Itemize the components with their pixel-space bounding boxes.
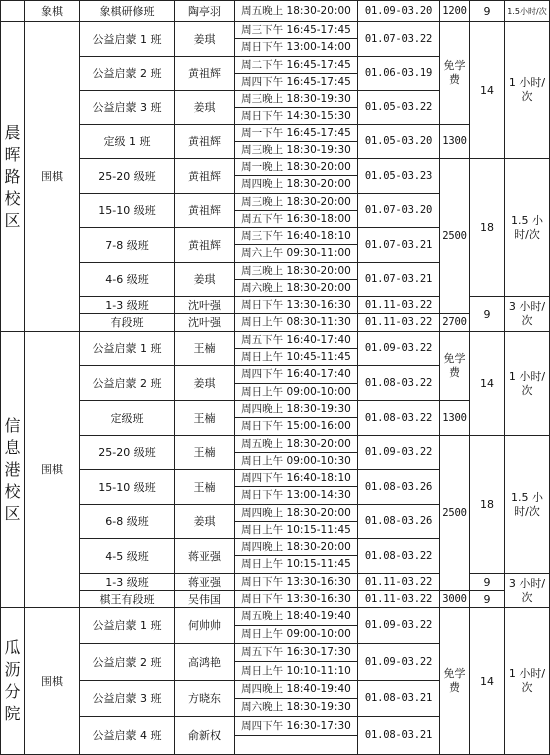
time-slot: 周日上午 10:15-11:45 — [241, 558, 351, 570]
date-cell — [358, 401, 440, 436]
date-range: 01.07-03.20 — [364, 204, 433, 216]
time-slot: 周日下午 13:00-14:30 — [241, 489, 351, 501]
duration-cell — [505, 436, 550, 574]
duration-value: 1 小时/次 — [508, 76, 546, 103]
date-range: 01.08-03.22 — [364, 376, 433, 389]
time-slot: 周日上午 09:00-10:00 — [241, 385, 351, 398]
duration-value: 3 小时/次 — [508, 300, 546, 327]
count-cell — [470, 159, 505, 297]
time-cell — [235, 644, 358, 662]
time-cell — [235, 228, 358, 245]
teacher-name: 姜琪 — [193, 101, 216, 114]
time-cell — [235, 436, 358, 453]
count-cell — [470, 574, 505, 591]
teacher-cell — [175, 332, 235, 366]
time-cell — [235, 662, 358, 681]
teacher-cell — [175, 681, 235, 717]
date-cell — [358, 644, 440, 681]
duration-cell — [505, 332, 550, 436]
date-cell — [358, 717, 440, 755]
fee-cell — [440, 436, 470, 591]
class-cell — [80, 539, 175, 574]
time-cell — [235, 681, 358, 699]
date-range: 01.11-03.22 — [364, 592, 433, 605]
class-name: 定级班 — [110, 411, 144, 425]
time-cell — [235, 608, 358, 626]
fee-cell — [440, 159, 470, 314]
fee-value: 免学费 — [443, 59, 466, 86]
date-cell — [358, 314, 440, 332]
count-value: 9 — [483, 4, 491, 18]
count-cell — [470, 591, 505, 608]
class-name: 1-3 级班 — [105, 575, 149, 589]
count-cell — [470, 297, 505, 332]
class-name: 7-8 级班 — [105, 238, 149, 252]
time-cell — [235, 57, 358, 74]
teacher-cell — [175, 0, 235, 22]
count-cell — [470, 0, 505, 22]
time-cell — [235, 297, 358, 314]
time-cell — [235, 211, 358, 228]
campus-cell — [0, 22, 25, 332]
count-value: 18 — [480, 221, 494, 234]
count-value: 14 — [480, 83, 494, 97]
time-slot: 周日下午 13:30-16:30 — [241, 575, 351, 588]
date-cell — [358, 332, 440, 366]
time-cell — [235, 505, 358, 522]
fee-cell — [440, 314, 470, 332]
time-cell — [235, 487, 358, 505]
class-cell — [80, 591, 175, 608]
class-cell — [80, 717, 175, 755]
campus-cell — [0, 608, 25, 755]
teacher-name: 姜琪 — [193, 515, 216, 528]
time-cell — [235, 314, 358, 332]
time-cell — [235, 263, 358, 280]
time-slot: 周六上午 09:30-11:00 — [241, 247, 351, 259]
time-cell — [235, 245, 358, 263]
time-slot: 周四晚上 18:30-19:30 — [241, 402, 351, 415]
fee-value: 1300 — [442, 135, 467, 147]
date-range: 01.09-03.22 — [364, 446, 433, 458]
class-cell — [80, 159, 175, 194]
teacher-cell — [175, 644, 235, 681]
date-range: 01.06-03.19 — [364, 67, 433, 79]
class-name: 公益启蒙 1 班 — [92, 342, 162, 355]
teacher-cell — [175, 436, 235, 470]
time-slot: 周五下午 16:30-18:00 — [241, 212, 351, 225]
class-cell — [80, 263, 175, 297]
teacher-cell — [175, 228, 235, 263]
count-value: 14 — [480, 674, 494, 688]
teacher-cell — [175, 717, 235, 755]
teacher-name: 方晓东 — [188, 692, 221, 705]
class-cell — [80, 608, 175, 644]
time-cell — [235, 74, 358, 91]
time-slot: 周日上午 10:10-11:10 — [241, 664, 351, 677]
fee-cell — [440, 22, 470, 125]
class-name: 25-20 级班 — [98, 169, 156, 183]
fee-cell — [440, 332, 470, 401]
time-slot: 周六晚上 18:30-20:00 — [241, 281, 351, 294]
date-range: 01.11-03.22 — [364, 298, 433, 311]
count-cell — [470, 332, 505, 436]
time-slot: 周一下午 16:45-17:45 — [241, 126, 351, 139]
teacher-name: 姜琪 — [193, 273, 216, 286]
time-cell — [235, 349, 358, 366]
duration-value: 1.5小时/次 — [507, 6, 547, 16]
date-cell — [358, 194, 440, 228]
fee-cell — [440, 401, 470, 436]
class-cell — [80, 0, 175, 22]
time-slot: 周四晚上 18:30-20:00 — [241, 540, 351, 553]
teacher-name: 王楠 — [193, 411, 216, 425]
class-name: 4-6 级班 — [105, 273, 149, 286]
teacher-name: 蒋亚强 — [188, 575, 221, 589]
duration-cell — [505, 0, 550, 22]
class-cell — [80, 91, 175, 125]
subject-name: 围棋 — [41, 463, 63, 476]
teacher-cell — [175, 91, 235, 125]
date-range: 01.09-03.22 — [364, 655, 433, 668]
time-slot: 周三晚上 18:30-20:00 — [241, 195, 351, 208]
date-range: 01.07-03.21 — [364, 273, 433, 285]
time-cell — [235, 539, 358, 556]
time-slot: 周四下午 16:40-17:40 — [241, 368, 351, 380]
time-cell — [235, 22, 358, 39]
class-cell — [80, 401, 175, 436]
time-cell — [235, 176, 358, 194]
duration-cell — [505, 608, 550, 755]
time-slot: 周日上午 10:15-11:45 — [241, 523, 351, 536]
time-slot: 周四晚上 18:30-20:00 — [241, 178, 351, 190]
class-name: 15-10 级班 — [98, 480, 156, 494]
fee-value: 免学费 — [443, 667, 466, 694]
class-name: 定级 1 班 — [103, 135, 151, 148]
time-slot: 周三下午 16:45-17:45 — [241, 23, 351, 36]
time-slot: 周五晚上 18:40-19:40 — [241, 610, 351, 622]
time-cell — [235, 366, 358, 384]
class-cell — [80, 505, 175, 539]
fee-cell — [440, 125, 470, 159]
campus-cell — [0, 332, 25, 608]
time-slot: 周三晚上 18:30-19:30 — [241, 92, 351, 105]
date-cell — [358, 228, 440, 263]
count-cell — [470, 436, 505, 574]
date-cell — [358, 57, 440, 91]
subject-name: 象棋 — [41, 4, 63, 18]
date-cell — [358, 159, 440, 194]
date-cell — [358, 0, 440, 22]
date-cell — [358, 470, 440, 505]
date-range: 01.08-03.26 — [364, 480, 433, 493]
time-cell — [235, 736, 358, 755]
class-cell — [80, 194, 175, 228]
teacher-name: 吴伟国 — [188, 592, 221, 606]
date-cell — [358, 681, 440, 717]
class-name: 15-10 级班 — [98, 204, 156, 217]
campus-name: 瓜沥分院 — [4, 638, 21, 723]
teacher-cell — [175, 263, 235, 297]
time-cell — [235, 470, 358, 487]
class-cell — [80, 314, 175, 332]
class-name: 公益启蒙 2 班 — [92, 376, 162, 390]
class-name: 公益启蒙 3 班 — [92, 101, 162, 114]
time-slot: 周三晚上 18:30-20:00 — [241, 264, 351, 277]
class-name: 25-20 级班 — [98, 446, 156, 459]
teacher-cell — [175, 608, 235, 644]
teacher-name: 黄祖辉 — [188, 238, 221, 252]
fee-cell — [440, 591, 470, 608]
teacher-name: 黄祖辉 — [188, 135, 221, 148]
campus-name: 信息港校区 — [4, 415, 21, 523]
teacher-name: 王楠 — [193, 446, 216, 459]
time-slot: 周日下午 13:30-16:30 — [241, 592, 351, 605]
time-slot: 周三晚上 18:30-19:30 — [241, 143, 351, 156]
date-range: 01.07-03.21 — [364, 238, 433, 251]
fee-value: 2500 — [442, 229, 467, 242]
time-slot: 周五下午 16:30-17:30 — [241, 646, 351, 658]
date-cell — [358, 505, 440, 539]
time-cell — [235, 699, 358, 717]
class-cell — [80, 332, 175, 366]
date-range: 01.05-03.20 — [364, 135, 433, 147]
teacher-name: 王楠 — [193, 342, 216, 355]
time-cell — [235, 332, 358, 349]
time-slot: 周四下午 16:45-17:45 — [241, 75, 351, 88]
teacher-cell — [175, 297, 235, 314]
time-slot: 周二下午 16:45-17:45 — [241, 58, 351, 71]
time-slot: 周五晚上 18:30-20:00 — [241, 4, 351, 17]
date-range: 01.07-03.22 — [364, 32, 433, 45]
teacher-cell — [175, 470, 235, 505]
date-range: 01.08-03.22 — [364, 411, 433, 424]
subject-cell — [25, 332, 80, 608]
fee-value: 2700 — [442, 316, 467, 328]
teacher-cell — [175, 401, 235, 436]
teacher-cell — [175, 159, 235, 194]
subject-cell — [25, 0, 80, 22]
time-cell — [235, 717, 358, 736]
campus-cell — [0, 0, 25, 22]
class-name: 公益启蒙 3 班 — [92, 692, 162, 705]
teacher-name: 黄祖辉 — [188, 204, 221, 217]
fee-cell — [440, 0, 470, 22]
class-cell — [80, 125, 175, 159]
time-cell — [235, 159, 358, 176]
teacher-cell — [175, 57, 235, 91]
subject-name: 围棋 — [41, 674, 63, 688]
class-name: 棋王有段班 — [99, 592, 155, 606]
teacher-name: 陶亭羽 — [188, 4, 221, 18]
time-slot: 周日下午 15:00-16:00 — [241, 420, 351, 432]
count-value: 18 — [480, 498, 494, 511]
time-slot: 周四下午 16:30-17:30 — [241, 719, 351, 732]
date-cell — [358, 125, 440, 159]
class-name: 有段班 — [110, 316, 144, 329]
class-cell — [80, 366, 175, 401]
duration-value: 1.5 小时/次 — [511, 490, 543, 518]
teacher-cell — [175, 22, 235, 57]
time-cell — [235, 591, 358, 608]
teacher-name: 蒋亚强 — [188, 549, 221, 563]
teacher-name: 沈叶强 — [188, 298, 221, 312]
time-slot: 周五晚上 18:30-20:00 — [241, 437, 351, 450]
teacher-name: 姜琪 — [193, 376, 216, 390]
fee-value: 3000 — [442, 592, 467, 605]
teacher-cell — [175, 366, 235, 401]
time-slot: 周日下午 13:30-16:30 — [241, 298, 351, 311]
date-cell — [358, 574, 440, 591]
fee-cell — [440, 608, 470, 755]
class-name: 1-3 级班 — [105, 298, 149, 312]
class-name: 象棋研修班 — [99, 4, 155, 18]
campus-name: 晨晖路校区 — [4, 122, 21, 230]
time-cell — [235, 453, 358, 470]
time-slot: 周三下午 16:40-18:10 — [241, 229, 351, 242]
count-value: 9 — [483, 307, 491, 321]
time-slot: 周日上午 09:00-10:30 — [241, 454, 351, 467]
teacher-cell — [175, 539, 235, 574]
duration-cell — [505, 159, 550, 297]
duration-value: 1.5 小时/次 — [511, 213, 543, 241]
teacher-name: 高鸿艳 — [188, 655, 221, 669]
time-cell — [235, 0, 358, 22]
class-cell — [80, 574, 175, 591]
time-cell — [235, 108, 358, 125]
time-slot: 周四晚上 18:30-20:00 — [241, 506, 351, 519]
date-cell — [358, 297, 440, 314]
class-name: 公益启蒙 1 班 — [92, 619, 162, 632]
time-slot: 周六晚上 18:30-19:30 — [241, 701, 351, 713]
date-range: 01.09-03.22 — [364, 619, 433, 631]
date-range: 01.11-03.22 — [364, 575, 433, 588]
teacher-cell — [175, 505, 235, 539]
count-value: 9 — [483, 592, 491, 606]
date-range: 01.08-03.22 — [364, 549, 433, 562]
teacher-cell — [175, 574, 235, 591]
time-cell — [235, 91, 358, 108]
time-cell — [235, 125, 358, 142]
date-range: 01.08-03.26 — [364, 515, 433, 527]
fee-value: 2500 — [442, 506, 467, 519]
teacher-name: 姜琪 — [193, 32, 216, 46]
date-range: 01.08-03.21 — [364, 692, 433, 704]
count-value: 9 — [483, 575, 491, 589]
date-range: 01.09-03.20 — [364, 4, 433, 17]
class-cell — [80, 644, 175, 681]
date-range: 01.05-03.22 — [364, 101, 433, 113]
class-name: 公益启蒙 4 班 — [92, 729, 162, 742]
date-cell — [358, 366, 440, 401]
class-cell — [80, 22, 175, 57]
time-slot: 周日上午 09:00-10:00 — [241, 628, 351, 640]
time-cell — [235, 418, 358, 436]
class-cell — [80, 470, 175, 505]
date-cell — [358, 22, 440, 57]
teacher-cell — [175, 125, 235, 159]
teacher-cell — [175, 314, 235, 332]
class-name: 6-8 级班 — [105, 515, 149, 528]
time-cell — [235, 401, 358, 418]
time-slot: 周四下午 16:40-18:10 — [241, 471, 351, 484]
count-cell — [470, 22, 505, 159]
fee-value: 1200 — [442, 4, 467, 17]
time-cell — [235, 626, 358, 644]
date-cell — [358, 91, 440, 125]
time-cell — [235, 280, 358, 297]
teacher-name: 俞新权 — [188, 729, 221, 742]
teacher-name: 沈叶强 — [188, 316, 221, 329]
time-slot: 周日上午 08:30-11:30 — [241, 316, 351, 328]
subject-name: 围棋 — [41, 170, 63, 183]
class-name: 公益启蒙 2 班 — [92, 67, 162, 80]
count-cell — [470, 608, 505, 755]
teacher-cell — [175, 591, 235, 608]
time-slot: 周日上午 10:45-11:45 — [241, 350, 351, 363]
date-cell — [358, 591, 440, 608]
class-cell — [80, 681, 175, 717]
duration-value: 1 小时/次 — [508, 369, 546, 397]
date-range: 01.08-03.21 — [364, 729, 433, 741]
date-range: 01.09-03.22 — [364, 342, 433, 354]
time-cell — [235, 39, 358, 57]
time-cell — [235, 142, 358, 159]
class-cell — [80, 297, 175, 314]
date-range: 01.11-03.22 — [364, 316, 433, 328]
teacher-name: 黄祖辉 — [188, 169, 221, 183]
class-cell — [80, 436, 175, 470]
teacher-name: 王楠 — [193, 480, 216, 494]
count-value: 14 — [480, 377, 494, 390]
time-slot: 周四晚上 18:40-19:40 — [241, 683, 351, 695]
teacher-name: 何帅帅 — [188, 619, 221, 632]
time-slot: 周一晚上 18:30-20:00 — [241, 160, 351, 173]
duration-value: 3 小时/次 — [508, 576, 546, 604]
time-cell — [235, 384, 358, 401]
teacher-cell — [175, 194, 235, 228]
duration-cell — [505, 297, 550, 332]
duration-cell — [505, 22, 550, 159]
fee-value: 1300 — [442, 411, 467, 424]
time-cell — [235, 194, 358, 211]
class-cell — [80, 228, 175, 263]
class-cell — [80, 57, 175, 91]
time-slot: 周五下午 16:40-17:40 — [241, 333, 351, 346]
time-slot: 周日下午 14:30-15:30 — [241, 109, 351, 122]
class-name: 4-5 级班 — [105, 549, 149, 563]
duration-value: 1 小时/次 — [508, 667, 546, 694]
fee-value: 免学费 — [443, 352, 466, 379]
teacher-name: 黄祖辉 — [188, 67, 221, 80]
time-cell — [235, 556, 358, 574]
date-cell — [358, 608, 440, 644]
date-cell — [358, 539, 440, 574]
subject-cell — [25, 608, 80, 755]
class-name: 公益启蒙 2 班 — [92, 655, 162, 669]
class-name: 公益启蒙 1 班 — [92, 32, 162, 46]
duration-cell — [505, 574, 550, 608]
date-cell — [358, 263, 440, 297]
time-slot: 周日下午 13:00-14:00 — [241, 41, 351, 53]
date-cell — [358, 436, 440, 470]
time-cell — [235, 522, 358, 539]
time-cell — [235, 574, 358, 591]
subject-cell — [25, 22, 80, 332]
date-range: 01.05-03.23 — [364, 169, 433, 182]
